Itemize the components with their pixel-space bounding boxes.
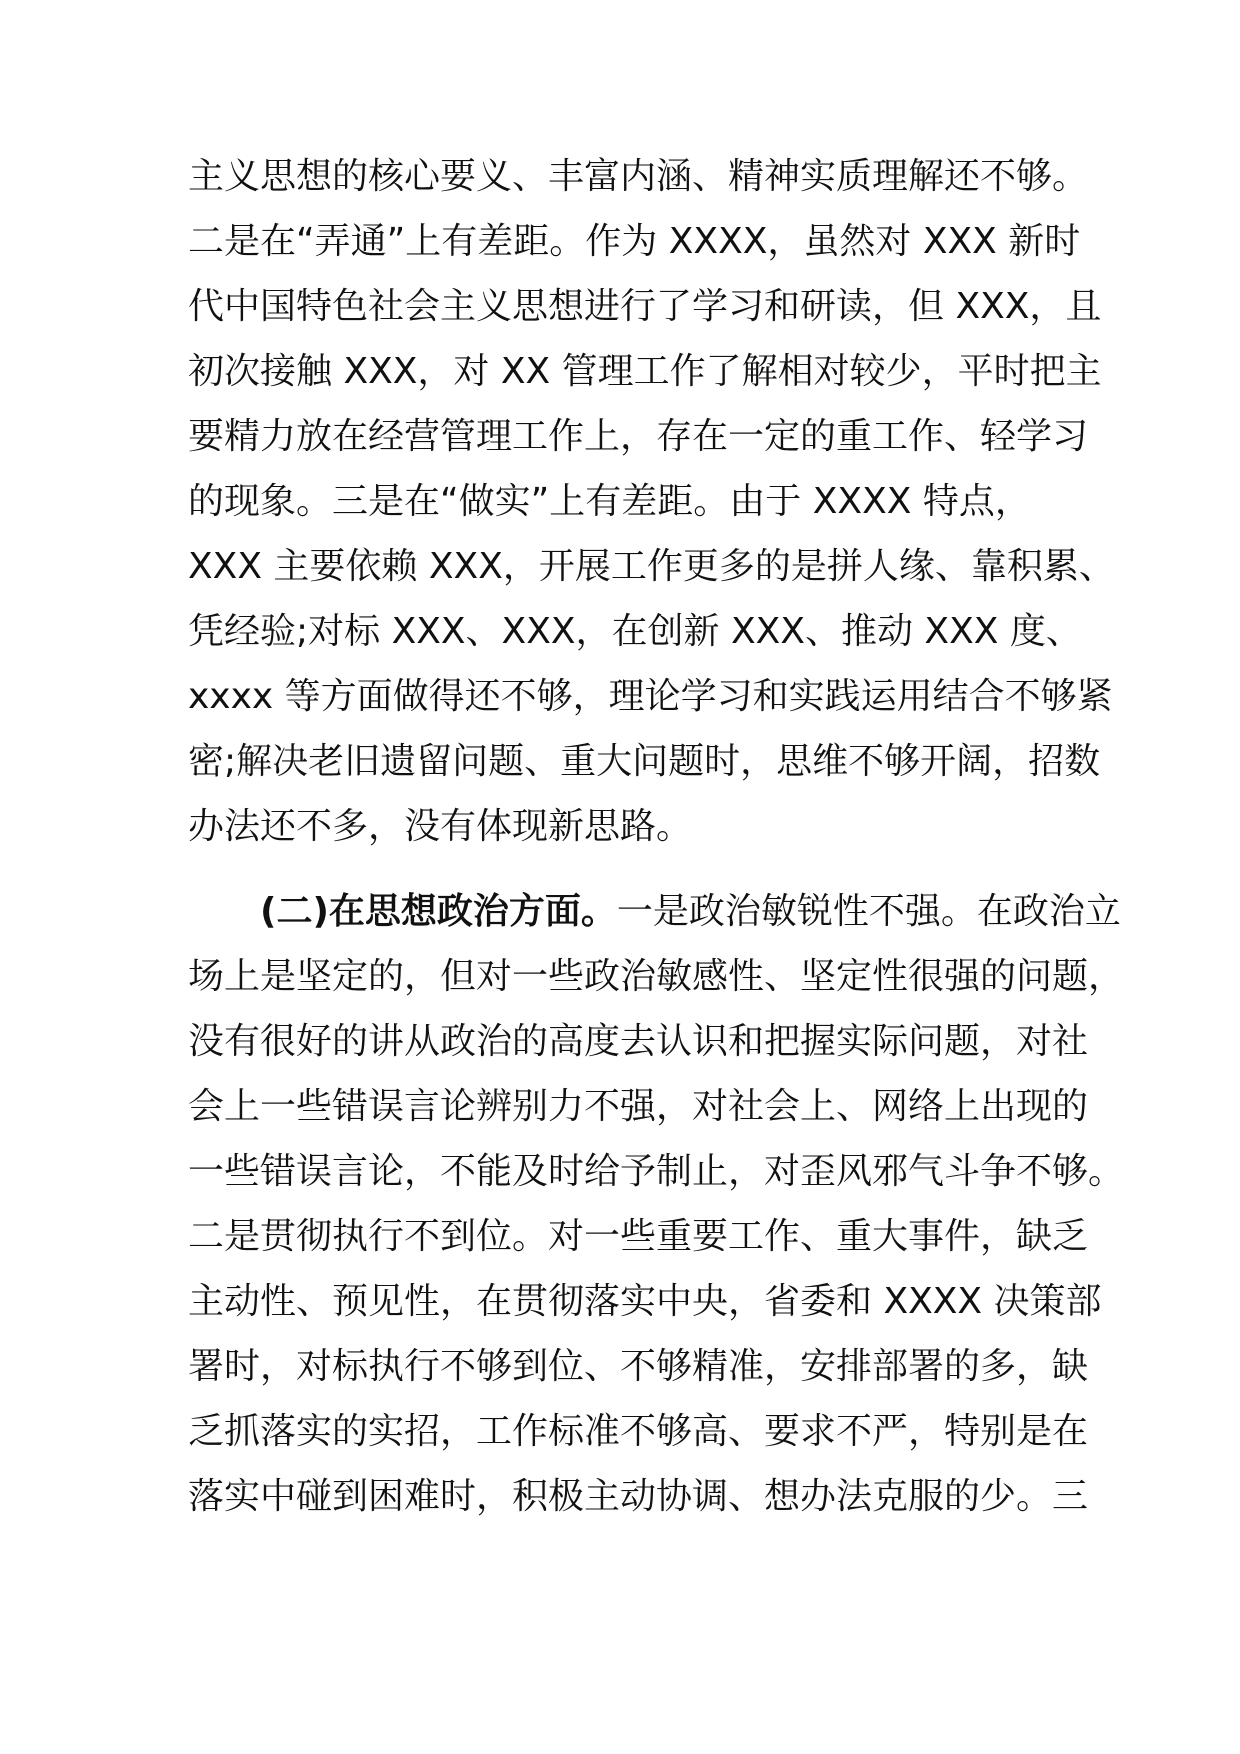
paragraph-line: 二是贯彻执行不到位。对一些重要工作、重大事件，缺乏 xyxy=(188,1216,1089,1257)
paragraph-line: 代中国特色社会主义思想进行了学习和研读，但 XXX，且 xyxy=(188,286,1102,327)
paragraph-line: 主义思想的核心要义、丰富内涵、精神实质理解还不够。 xyxy=(188,156,1089,197)
paragraph-line: 办法还不多，没有体现新思路。 xyxy=(188,806,693,847)
paragraph-line: 落实中碰到困难时，积极主动协调、想办法克服的少。三 xyxy=(188,1476,1089,1517)
paragraph-2 xyxy=(188,879,1125,1529)
paragraph-first-line xyxy=(188,879,1121,944)
paragraph-line: 密;解决老旧遗留问题、重大问题时，思维不够开阔，招数 xyxy=(188,741,1101,782)
section-heading: (二)在思想政治方面。 xyxy=(260,891,617,932)
paragraph-line: XXX 主要依赖 XXX，开展工作更多的是拼人缘、靠积累、 xyxy=(188,546,1115,587)
paragraph-1 xyxy=(188,144,1115,859)
paragraph-line: 初次接触 XXX，对 XX 管理工作了解相对较少，平时把主 xyxy=(188,351,1102,392)
paragraph-line: 署时，对标执行不够到位、不够精准，安排部署的多，缺 xyxy=(188,1346,1089,1387)
paragraph-line: 会上一些错误言论辨别力不强，对社会上、网络上出现的 xyxy=(188,1086,1089,1127)
paragraph-line: 没有很好的讲从政治的高度去认识和把握实际问题，对社 xyxy=(188,1021,1089,1062)
paragraph-line: 场上是坚定的，但对一些政治敏感性、坚定性很强的问题， xyxy=(188,956,1125,997)
paragraph-line: 要精力放在经营管理工作上，存在一定的重工作、轻学习 xyxy=(188,416,1089,457)
paragraph-line: 乏抓落实的实招，工作标准不够高、要求不严，特别是在 xyxy=(188,1411,1089,1452)
paragraph-line: 凭经验;对标 XXX、XXX，在创新 XXX、推动 XXX 度、 xyxy=(188,611,1082,652)
paragraph-line: 主动性、预见性，在贯彻落实中央，省委和 XXXX 决策部 xyxy=(188,1281,1102,1322)
paragraph-line: 一些错误言论，不能及时给予制止，对歪风邪气斗争不够。 xyxy=(188,1151,1125,1192)
paragraph-line: 二是在“弄通”上有差距。作为 XXXX，虽然对 XXX 新时 xyxy=(188,221,1081,262)
paragraph-line-rest: 一是政治敏锐性不强。在政治立 xyxy=(616,891,1121,932)
paragraph-line: 的现象。三是在“做实”上有差距。由于 XXXX 特点， xyxy=(188,481,1031,522)
paragraph-line: xxxx 等方面做得还不够，理论学习和实践运用结合不够紧 xyxy=(188,676,1113,717)
